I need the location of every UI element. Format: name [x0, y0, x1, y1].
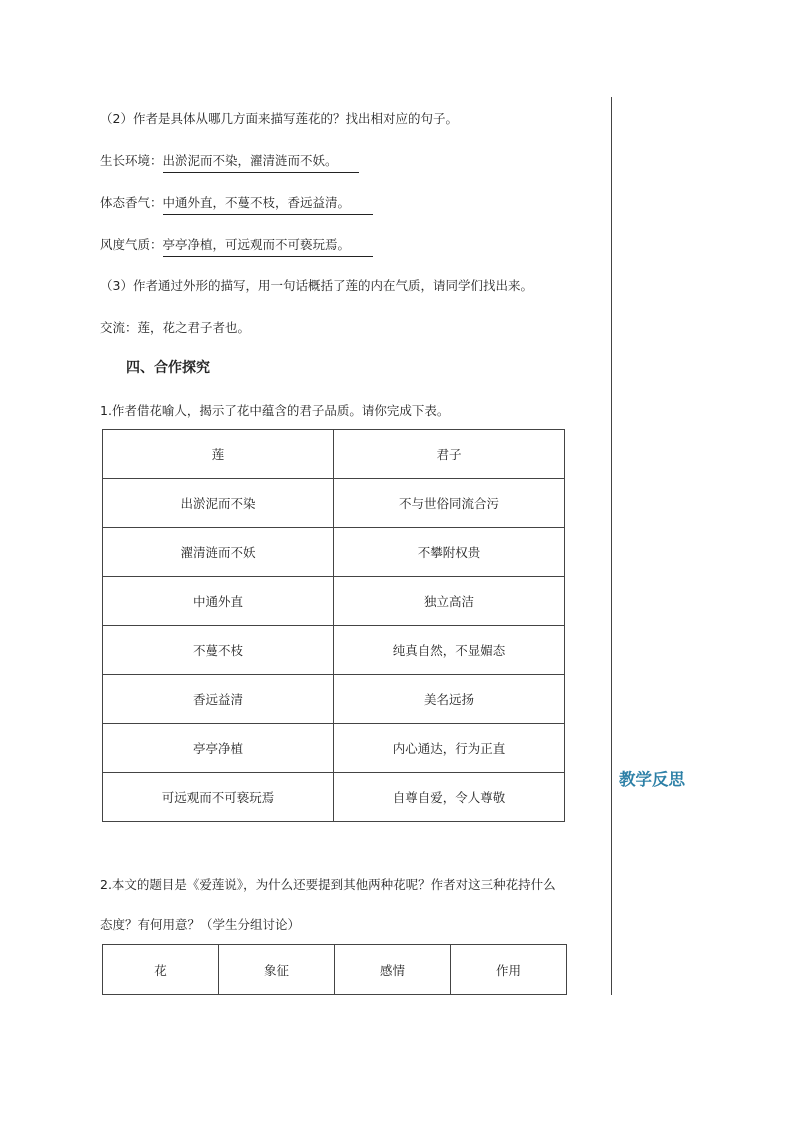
table-header-row — [103, 430, 565, 479]
answer-label: 风度气质： — [100, 237, 163, 252]
task-2-line-1: 2.本文的题目是《爱莲说》，为什么还要提到其他两种花呢？作者对这三种花持什么 — [100, 877, 556, 892]
table-row — [103, 626, 565, 675]
table-cell: 美名远扬 — [334, 675, 565, 724]
table-cell: 纯真自然，不显媚态 — [334, 626, 565, 675]
table-cell: 不攀附权贵 — [334, 528, 565, 577]
answer-posture-fragrance — [100, 193, 373, 215]
table-cell: 内心通达，行为正直 — [334, 724, 565, 773]
header-cell: 作用 — [451, 945, 567, 995]
answer-text: 中通外直，不蔓不枝，香远益清。 — [163, 193, 373, 215]
answer-demeanor — [100, 235, 373, 257]
header-cell: 君子 — [334, 430, 565, 479]
table-row — [103, 479, 565, 528]
answer-label: 体态香气： — [100, 195, 163, 210]
answer-text: 亭亭净植，可远观而不可亵玩焉。 — [163, 235, 373, 257]
task-1: 1.作者借花喻人，揭示了花中蕴含的君子品质。请你完成下表。 — [100, 403, 450, 418]
question-3: （3）作者通过外形的描写，用一句话概括了莲的内在气质，请同学们找出来。 — [100, 278, 533, 293]
header-cell: 花 — [103, 945, 219, 995]
table-cell: 不蔓不枝 — [103, 626, 334, 675]
answer-text: 出淤泥而不染，濯清涟而不妖。 — [163, 151, 359, 173]
flowers-table — [102, 944, 567, 995]
answer-label: 生长环境： — [100, 153, 163, 168]
answer-growth-environment — [100, 151, 359, 173]
table-cell: 香远益清 — [103, 675, 334, 724]
header-cell: 感情 — [335, 945, 451, 995]
exchange-line — [100, 318, 250, 336]
table-cell: 自尊自爱，令人尊敬 — [334, 773, 565, 822]
table-row — [103, 528, 565, 577]
teaching-reflection-label: 教学反思 — [619, 770, 685, 789]
table-cell: 中通外直 — [103, 577, 334, 626]
task-2-line-2: 态度？有何用意？（学生分组讨论） — [100, 917, 301, 932]
table-cell: 独立高洁 — [334, 577, 565, 626]
lotus-gentleman-table — [102, 429, 565, 822]
header-cell: 象征 — [219, 945, 335, 995]
table-cell: 出淤泥而不染 — [103, 479, 334, 528]
table-cell: 可远观而不可亵玩焉 — [103, 773, 334, 822]
section-heading: 四、合作探究 — [126, 360, 210, 376]
column-divider — [611, 97, 612, 995]
table-cell: 不与世俗同流合污 — [334, 479, 565, 528]
header-cell: 莲 — [103, 430, 334, 479]
table-row — [103, 675, 565, 724]
table-header-row — [103, 945, 567, 995]
table-cell: 亭亭净植 — [103, 724, 334, 773]
table-row — [103, 577, 565, 626]
exchange-text: 莲，花之君子者也。 — [137, 320, 251, 335]
table-row — [103, 724, 565, 773]
exchange-label: 交流： — [100, 320, 138, 335]
table-row — [103, 773, 565, 822]
question-2: （2）作者是具体从哪几方面来描写莲花的？找出相对应的句子。 — [100, 111, 458, 126]
table-cell: 濯清涟而不妖 — [103, 528, 334, 577]
